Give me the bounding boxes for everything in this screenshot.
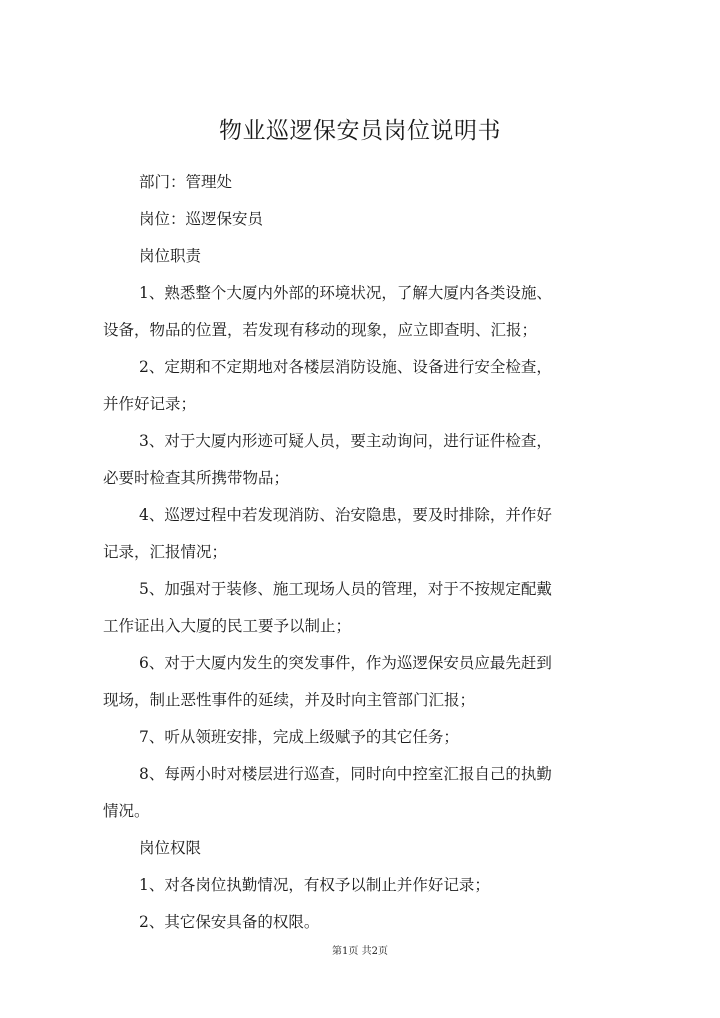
document-title: 物业巡逻保安员岗位说明书: [219, 118, 501, 144]
duty-1-line-2: 设备，物品的位置，若发现有移动的现象，应立即查明、汇报；: [103, 321, 538, 339]
position-line: 岗位：巡逻保安员: [139, 210, 264, 228]
duty-3-line-1: 3、对于大厦内形迹可疑人员，要主动询问，进行证件检查，: [139, 432, 552, 450]
duty-6-line-2: 现场，制止恶性事件的延续，并及时向主管部门汇报；: [103, 691, 476, 709]
duty-7-line-1: 7、听从领班安排，完成上级赋予的其它任务；: [139, 728, 459, 746]
duty-5-line-2: 工作证出入大厦的民工要予以制止；: [103, 617, 352, 635]
department-line: 部门：管理处: [139, 173, 233, 191]
page-number: 第1页 共2页: [332, 946, 388, 957]
duty-4-line-1: 4、巡逻过程中若发现消防、治安隐患，要及时排除，并作好: [139, 506, 552, 524]
duty-6-line-1: 6、对于大厦内发生的突发事件，作为巡逻保安员应最先赶到: [139, 654, 552, 672]
duty-4-line-2: 记录，汇报情况；: [103, 543, 228, 561]
authority-heading: 岗位权限: [139, 839, 202, 857]
duty-8-line-1: 8、每两小时对楼层进行巡查，同时向中控室汇报自己的执勤: [139, 765, 552, 783]
duty-1-line-1: 1、熟悉整个大厦内外部的环境状况，了解大厦内各类设施、: [139, 284, 552, 302]
duty-2-line-1: 2、定期和不定期地对各楼层消防设施、设备进行安全检查，: [139, 358, 552, 376]
duty-8-line-2: 情况。: [103, 802, 150, 820]
duties-heading: 岗位职责: [139, 247, 202, 265]
duty-5-line-1: 5、加强对于装修、施工现场人员的管理，对于不按规定配戴: [139, 580, 552, 598]
duty-3-line-2: 必要时检查其所携带物品；: [103, 469, 290, 487]
duty-2-line-2: 并作好记录；: [103, 395, 197, 413]
authority-item-2: 2、其它保安具备的权限。: [139, 913, 320, 931]
document-body: [103, 164, 593, 941]
authority-item-1: 1、对各岗位执勤情况，有权予以制止并作好记录；: [139, 876, 490, 894]
